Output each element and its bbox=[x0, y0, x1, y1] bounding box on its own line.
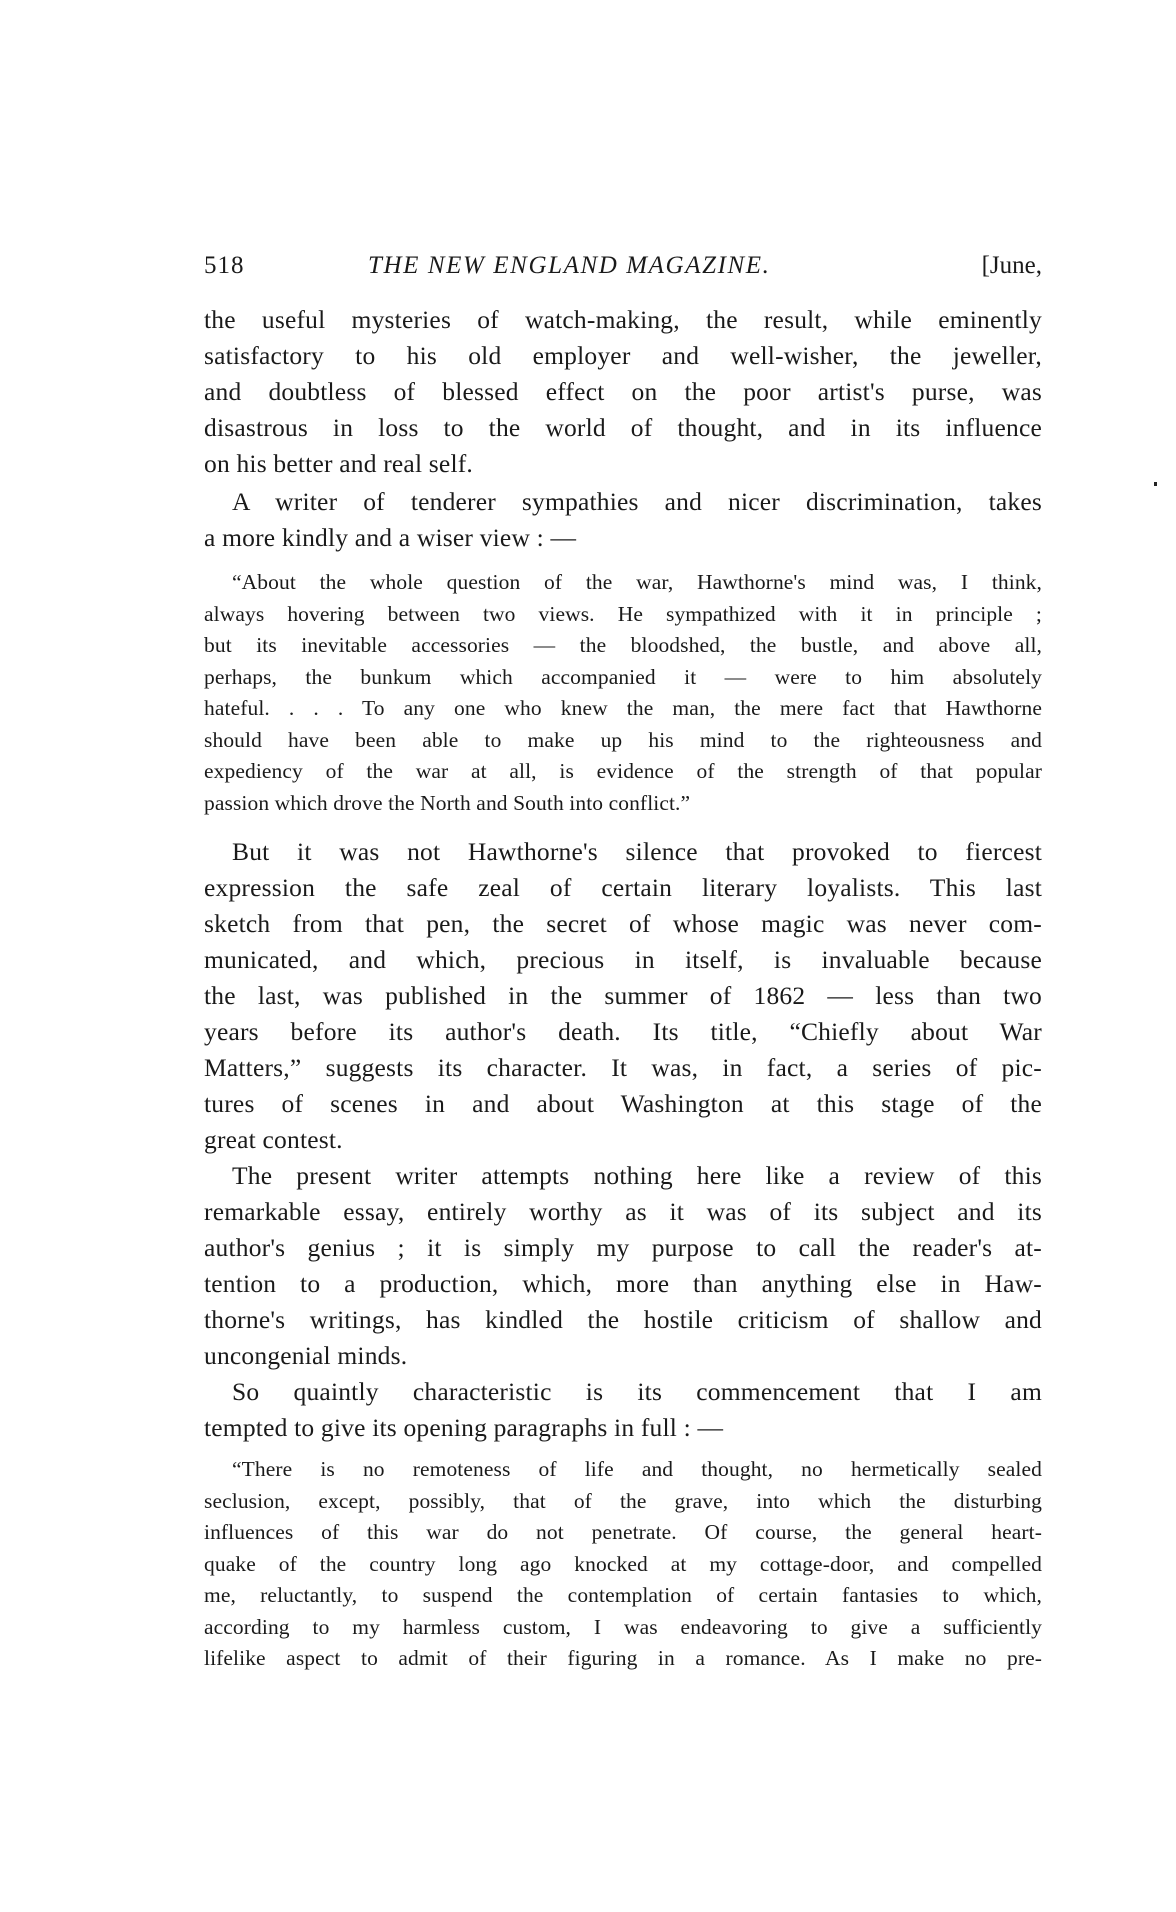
text-line: So quaintly characteristic is its commencement that I am bbox=[232, 1377, 1042, 1406]
paragraph-quaintly bbox=[204, 1374, 1042, 1446]
text-line: and doubtless of blessed effect on the poor artist's purse, was bbox=[204, 377, 1042, 406]
text-line: on his better and real self. bbox=[204, 449, 474, 478]
text-line: But it was not Hawthorne's silence that provoked to fiercest bbox=[232, 837, 1042, 866]
quote-line: should have been able to make up his mind to the righteousness and bbox=[204, 727, 1042, 752]
quote-line: me, reluctantly, to suspend the contemplation of certain fantasies to which, bbox=[204, 1583, 1042, 1607]
quote-line: according to my harmless custom, I was endeavoring to give a sufficiently bbox=[204, 1614, 1042, 1639]
text-line: the last, was published in the summer of 1862 — less than two bbox=[204, 981, 1042, 1010]
text-line: a more kindly and a wiser view : — bbox=[204, 523, 577, 552]
paragraph-continuation bbox=[204, 302, 1042, 482]
text-line: municated, and which, precious in itself, is invaluable because bbox=[204, 945, 1042, 974]
running-header bbox=[204, 252, 1042, 286]
text-line: tention to a production, which, more than anything else in Haw- bbox=[204, 1269, 1042, 1298]
text-line: great contest. bbox=[204, 1125, 343, 1154]
text-line: satisfactory to his old employer and well-wisher, the jeweller, bbox=[204, 341, 1042, 370]
text-line: sketch from that pen, the secret of whose magic was never com- bbox=[204, 909, 1042, 938]
quote-line: “About the whole question of the war, Hawthorne's mind was, I think, bbox=[232, 570, 1042, 594]
issue-month: [June, bbox=[981, 252, 1042, 279]
quote-line: always hovering between two views. He sympathized with it in principle ; bbox=[204, 601, 1042, 626]
quote-line: but its inevitable accessories — the bloodshed, the bustle, and above all, bbox=[204, 633, 1042, 657]
text-line: author's genius ; it is simply my purpose to call the reader's at- bbox=[204, 1233, 1042, 1262]
scan-speck bbox=[1154, 482, 1157, 486]
text-line: tures of scenes in and about Washington at this stage of the bbox=[204, 1089, 1042, 1118]
quote-line: perhaps, the bunkum which accompanied it — were to him absolutely bbox=[204, 664, 1042, 689]
paragraph-present-writer bbox=[204, 1158, 1042, 1374]
text-line: Matters,” suggests its character. It was, in fact, a series of pic- bbox=[204, 1053, 1042, 1082]
page-number: 518 bbox=[204, 252, 245, 279]
quote-line: hateful. . . . To any one who knew the man, the mere fact that Hawthorne bbox=[204, 696, 1042, 720]
text-line: tempted to give its opening paragraphs in full : — bbox=[204, 1413, 724, 1442]
quote-line: “There is no remoteness of life and thought, no hermetically sealed bbox=[232, 1457, 1042, 1481]
text-line: uncongenial minds. bbox=[204, 1341, 408, 1370]
paragraph-hawthorne-silence bbox=[204, 834, 1042, 1158]
text-line: The present writer attempts nothing here like a review of this bbox=[232, 1161, 1042, 1190]
quote-line: lifelike aspect to admit of their figuring in a romance. As I make no pre- bbox=[204, 1646, 1042, 1670]
quote-line: influences of this war do not penetrate. Of course, the general heart- bbox=[204, 1520, 1042, 1544]
block-quote-hawthorne-mind bbox=[204, 567, 1042, 819]
text-line: remarkable essay, entirely worthy as it was of its subject and its bbox=[204, 1197, 1042, 1226]
text-line: years before its author's death. Its title, “Chiefly about War bbox=[204, 1017, 1042, 1046]
text-line: thorne's writings, has kindled the hostile criticism of shallow and bbox=[204, 1305, 1042, 1334]
quote-line: seclusion, except, possibly, that of the grave, into which the disturbing bbox=[204, 1488, 1042, 1513]
quote-line: quake of the country long ago knocked at my cottage-door, and compelled bbox=[204, 1551, 1042, 1576]
magazine-title: THE NEW ENGLAND MAGAZINE. bbox=[368, 252, 771, 279]
paragraph-writer-view bbox=[204, 484, 1042, 556]
quote-line: expediency of the war at all, is evidence of the strength of that popular bbox=[204, 759, 1042, 783]
block-quote-chiefly-about-war bbox=[204, 1454, 1042, 1675]
text-line: expression the safe zeal of certain literary loyalists. This last bbox=[204, 873, 1042, 902]
text-line: A writer of tenderer sympathies and nicer discrimination, takes bbox=[232, 487, 1042, 516]
quote-line: passion which drove the North and South into conflict.” bbox=[204, 790, 691, 815]
text-line: disastrous in loss to the world of thought, and in its influence bbox=[204, 413, 1042, 442]
text-line: the useful mysteries of watch-making, the result, while eminently bbox=[204, 305, 1042, 334]
